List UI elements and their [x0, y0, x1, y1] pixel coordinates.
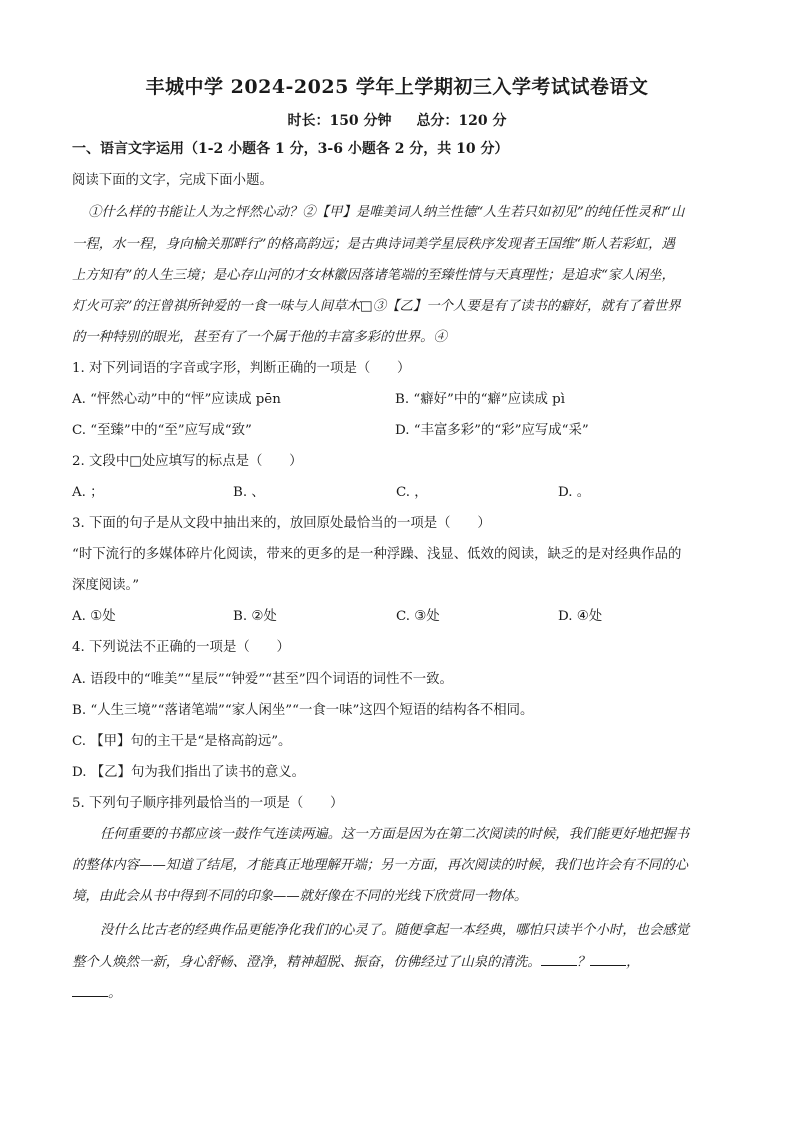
exam-duration: 时长：150 分钟 — [287, 113, 392, 129]
question-1-option-a: A. “怦然心动”中的“怦”应读成 pēn — [72, 392, 281, 407]
question-2-stem: 2. 文段中□处应填写的标点是（ ） — [72, 454, 303, 469]
question-3-option-b: B. ②处 — [233, 609, 277, 624]
passage-line-1: ①什么样的书能让人为之怦然心动？②【甲】是唯美词人纳兰性德“人生若只如初见”的纯任性灵和“山 — [88, 205, 685, 220]
question-5-paragraph-2-line-2 — [72, 953, 724, 972]
question-3-option-a: A. ①处 — [72, 609, 116, 624]
question-1-option-b: B. “癖好”中的“癖”应读成 pì — [395, 392, 565, 407]
question-5-paragraph-2-text: 整个人焕然一新，身心舒畅、澄净，精神超脱、振奋，仿佛经过了山泉的清洗。 — [72, 955, 541, 970]
passage-line-3: 上方知有”的人生三境；是心存山河的才女林徽因落诸笔端的至臻性情与天真理性；是追求“家人闲坐， — [72, 268, 675, 283]
question-4-stem: 4. 下列说法不正确的一项是（ ） — [72, 640, 290, 655]
exam-title: 丰城中学 2024-2025 学年上学期初三入学考试试卷语文 — [145, 76, 649, 98]
exam-total-score: 总分：120 分 — [416, 113, 507, 129]
reading-instruction: 阅读下面的文字，完成下面小题。 — [72, 173, 273, 188]
answer-blank-1[interactable] — [541, 953, 577, 966]
question-1-option-d: D. “丰富多彩”的“彩”应写成“采” — [395, 423, 589, 438]
question-5-paragraph-2-line-3 — [72, 984, 724, 1003]
question-4-option-b: B. “人生三境”“落诸笔端”“家人闲坐”“一食一味”这四个短语的结构各不相同。 — [72, 703, 534, 718]
question-1-option-c: C. “至臻”中的“至”应写成“致” — [72, 423, 252, 438]
exam-meta — [0, 110, 794, 130]
question-5-stem: 5. 下列句子顺序排列最恰当的一项是（ ） — [72, 796, 344, 811]
question-5-paragraph-1-line-1: 任何重要的书都应该一鼓作气连读两遍。这一方面是因为在第二次阅读的时候，我们能更好地把握书 — [100, 827, 690, 842]
question-2-option-d: D. 。 — [558, 485, 591, 500]
question-3-stem: 3. 下面的句子是从文段中抽出来的，放回原处最恰当的一项是（ ） — [72, 516, 491, 531]
question-2-option-c: C. ， — [396, 485, 428, 500]
passage-line-2: 一程，水一程，身向榆关那畔行”的格高韵远；是古典诗词美学星辰秩序发现者王国维“斯人若彩虹，遇 — [72, 237, 675, 252]
comma: ， — [626, 955, 640, 970]
question-mark: ？ — [576, 955, 591, 970]
question-5-paragraph-1-line-3: 境，由此会从书中得到不同的印象——就好像在不同的光线下欣赏同一物体。 — [72, 889, 528, 904]
question-5-paragraph-1-line-2: 的整体内容——知道了结尾，才能真正地理解开端；另一方面，再次阅读的时候，我们也许会有不同的心 — [72, 858, 688, 873]
passage-line-5: 的一种特别的眼光，甚至有了一个属于他的丰富多彩的世界。④ — [72, 330, 447, 345]
question-4-option-d: D. 【乙】句为我们指出了读书的意义。 — [72, 765, 306, 780]
question-4-option-c: C. 【甲】句的主干是“是格高韵远”。 — [72, 734, 292, 749]
question-4-option-a: A. 语段中的“唯美”“星辰”“钟爱”“甚至”四个词语的词性不一致。 — [72, 672, 453, 687]
question-3-option-c: C. ③处 — [396, 609, 440, 624]
period: 。 — [108, 986, 122, 1001]
question-1-stem: 1. 对下列词语的字音或字形，判断正确的一项是（ ） — [72, 361, 411, 376]
question-2-option-b: B. 、 — [233, 485, 265, 500]
question-3-quote-line-1: “时下流行的多媒体碎片化阅读，带来的更多的是一种浮躁、浅显、低效的阅读，缺乏的是对经典作品的 — [72, 547, 682, 562]
section-heading: 一、语言文字运用（1-2 小题各 1 分，3-6 小题各 2 分，共 10 分） — [72, 141, 509, 157]
question-5-paragraph-2-line-1: 没什么比古老的经典作品更能净化我们的心灵了。随便拿起一本经典，哪怕只读半个小时，也会感觉 — [100, 923, 690, 938]
question-2-option-a: A. ； — [72, 485, 104, 500]
question-3-option-d: D. ④处 — [558, 609, 603, 624]
passage-line-4: 灯火可亲”的汪曾祺所钟爱的一食一味与人间草木□③【乙】一个人要是有了读书的癖好，就有了着世界 — [72, 299, 681, 314]
answer-blank-2[interactable] — [590, 953, 626, 966]
answer-blank-3[interactable] — [72, 984, 108, 997]
question-3-quote-line-2: 深度阅读。” — [72, 578, 140, 593]
